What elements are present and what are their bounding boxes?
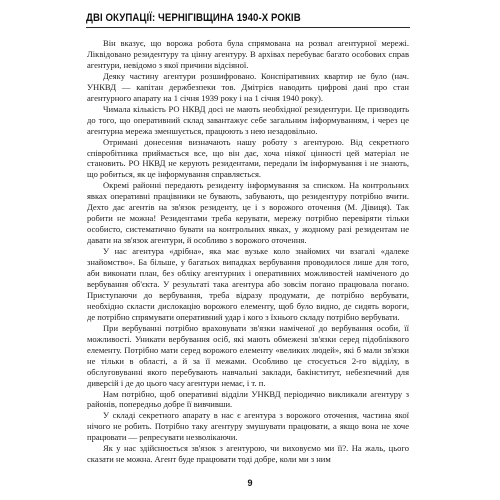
paragraph: У складі секретного апарату в нас є агентура з ворожого оточення, частина якої нічого не робить. Потрібно таку агентуру змушувати працювати, а якщо вона не хоче працювати — репресувати незволікаючи.: [87, 410, 409, 443]
paragraph: Отримані донесення визначають нашу роботу з агентурою. Від секретного співробітника приймається все, що він дає, хоча ніякої цінності цей матеріал не становить. РО НКВД не керують резидентами, передали їм інформування і не знають, що робиться, як це інформування справляється.: [87, 136, 409, 180]
paragraph: Він вказує, що ворожа робота була спрямована на розвал агентурної мережі. Ліквідовано резидентуру та цінну агентуру. В архівах перебуває багато особових справ агентури, невідомо з якої причини відсіяної.: [87, 38, 409, 70]
body-text: [87, 38, 409, 465]
paragraph: Нам потрібно, щоб оперативні відділи УНКВД періодично викликали агентуру з районів, попередньо добре її вивчивши.: [87, 388, 409, 410]
page-number: 9: [247, 478, 253, 488]
paragraph: У нас агентура «дрібна», яка має вузьке коло знайомих чи взагалі «далеке знайомство». Ба більше, у багатьох випадках вербування проводилося лише для того, аби виконати план, без обліку агентурних і оперативних можливостей наміченого до вербування об'єкта. У результаті така агентура або зовсім погано працювала погано. Приступаючи до вербування, треба відразу продумати, де потрібно вербувати, необхідно скласти дислокацію ворожого елементу, щоб було видно, де сидять вороги, де потрібно спрямувати оперативний удар і кого з їхнього складу потрібно вербувати.: [87, 246, 409, 322]
header-divider: [86, 27, 410, 28]
paragraph: Чимала кількість РО НКВД досі не мають необхідної резидентури. Це призводить до того, що оперативний склад завантажує себе загальним інформуванням, і через це агентурна мережа зменшується, працюють з нею незадовільно.: [87, 103, 409, 136]
paragraph: Окремі районні передають резиденту інформування за списком. На контрольних явках оперативні працівники не бувають, забувають, що резидентуру потрібно вчити. Дехто дає агентів на зв'язок резиденту, це і з ворожого оточення (М. Дівиця). Так робити не можна! Резидентами треба керувати, мережу потрібно перевіряти тільки особисто, систематично бувати на контрольних явках, у жодному разі резидентам не давати на зв'язок агентури, й особливо з ворожого оточення.: [87, 180, 409, 246]
paragraph: При вербуванні потрібно враховувати зв'язки наміченої до вербування особи, її можливості. Уникати вербування осіб, які мають обмежені зв'язки серед підобліквого елементу. Потрібно мати серед ворожого елементу «великих людей», які б мали зв'язки не тільки в області, а й за її межами. Особливо це стосується 2-го відділу, в обслуговуванні якого перебувають навчальні заклади, бакінститут, небезпечний для диверсій і де до цього часу агентури немає, і т. п.: [87, 322, 409, 388]
paragraph: Деяку частину агентури розшифровано. Конспіративних квартир не було (нач. УНКВД — капітан держбезпеки тов. Дмітрієв наводить цифрові дані про стан агентурного апарату на 1 січня 1939 року і на 1 січня 1940 року).: [87, 70, 409, 103]
paragraph: Як у нас здійснюється зв'язок з агентурою, чи виховуємо ми її?. На жаль, цього сказати не можна. Агент буде працювати тоді добре, коли ми з ним: [87, 443, 409, 465]
running-title: ДВІ ОКУПАЦІЇ: ЧЕРНІГІВЩИНА 1940-Х РОКІВ: [86, 12, 301, 24]
